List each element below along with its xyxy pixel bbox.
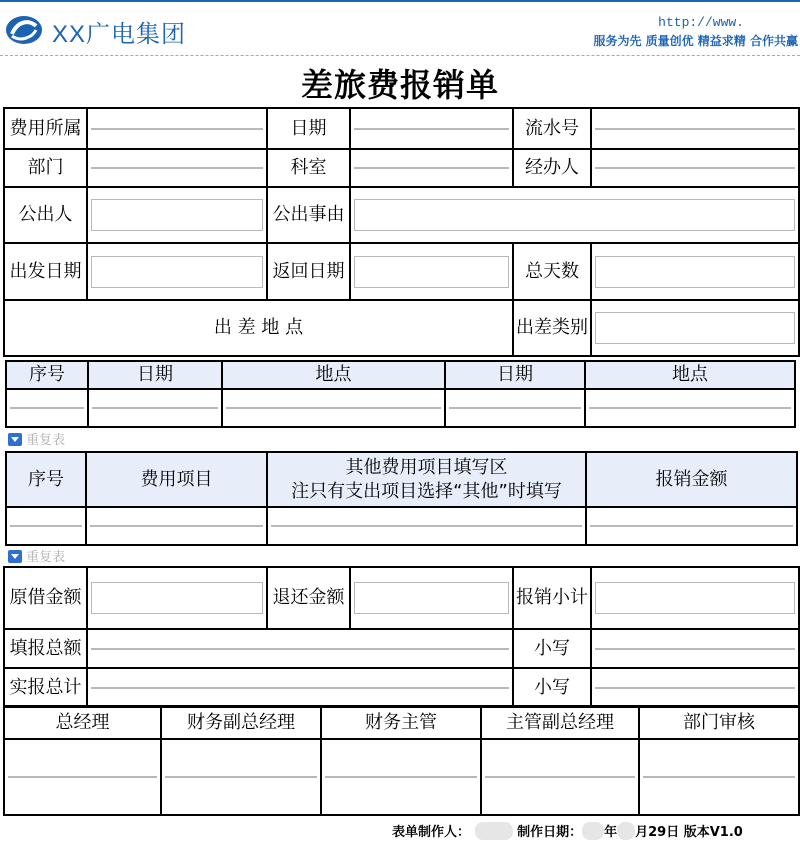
label-date: 日期 — [267, 108, 350, 149]
label-depart-date: 出发日期 — [4, 243, 87, 300]
date-label: 制作日期： — [517, 825, 583, 840]
repeat-table-control-2[interactable] — [8, 546, 65, 565]
other-header-hint: 注只有支出项目选择“其他”时填写 — [291, 480, 562, 502]
other-header-note — [267, 452, 586, 507]
table-row — [6, 507, 797, 545]
header-top-rule — [0, 0, 800, 2]
maker-label: 表单制作人： — [392, 825, 471, 840]
approval-finance-manager-input[interactable] — [325, 776, 477, 778]
other-amount-input[interactable] — [590, 525, 793, 527]
approval-vp-input[interactable] — [485, 776, 635, 778]
reason-input[interactable] — [354, 199, 795, 231]
company-logo-icon — [4, 14, 44, 46]
label-lowercase: 小写 — [513, 629, 591, 668]
approval-finance-vp: 财务副总经理 — [161, 706, 321, 739]
label-category: 出差类别 — [513, 300, 591, 356]
approval-department-input[interactable] — [643, 776, 795, 778]
trip-header-place-2: 地点 — [585, 361, 795, 389]
maker-redacted — [475, 822, 513, 840]
trip-header-date-2: 日期 — [445, 361, 585, 389]
label-total-days: 总天数 — [513, 243, 591, 300]
repeat-label: 重复表 — [26, 433, 66, 448]
other-header-no: 序号 — [6, 452, 86, 507]
dropdown-icon[interactable] — [8, 433, 22, 446]
label-lowercase-2: 小写 — [513, 668, 591, 707]
header-url: http://www. — [658, 15, 744, 30]
subtotal-input[interactable] — [595, 582, 795, 614]
other-header-item: 费用项目 — [86, 452, 267, 507]
section-input[interactable] — [354, 167, 509, 169]
other-header-amount: 报销金额 — [586, 452, 797, 507]
category-input[interactable] — [595, 312, 795, 344]
department-input[interactable] — [91, 167, 263, 169]
label-section: 科室 — [267, 149, 350, 187]
trip-header-date: 日期 — [88, 361, 222, 389]
repeat-table-control[interactable] — [8, 429, 65, 448]
label-traveler: 公出人 — [4, 187, 87, 243]
actual-total-input[interactable] — [91, 687, 509, 689]
approval-department: 部门审核 — [639, 706, 799, 739]
other-expense-table — [5, 451, 798, 546]
fill-total-input[interactable] — [91, 648, 509, 650]
approval-finance-manager: 财务主管 — [321, 706, 481, 739]
returned-input[interactable] — [354, 582, 509, 614]
label-borrowed: 原借金额 — [4, 567, 87, 629]
label-department: 部门 — [4, 149, 87, 187]
label-handler: 经办人 — [513, 149, 591, 187]
traveler-input[interactable] — [91, 199, 263, 231]
label-expense-owner: 费用所属 — [4, 108, 87, 149]
label-returned: 退还金额 — [267, 567, 350, 629]
return-date-input[interactable] — [354, 256, 509, 288]
approval-table — [3, 705, 800, 816]
header-divider — [0, 55, 800, 56]
trip-header-place: 地点 — [222, 361, 445, 389]
label-return-date: 返回日期 — [267, 243, 350, 300]
trip-place-2-input[interactable] — [589, 407, 791, 409]
lowercase-input[interactable] — [595, 648, 795, 650]
company-name: XX广电集团 — [52, 21, 187, 48]
date-day: 月29日 — [635, 825, 680, 840]
handler-input[interactable] — [595, 167, 795, 169]
date-redacted — [582, 822, 604, 840]
depart-date-input[interactable] — [91, 256, 263, 288]
table-row — [6, 389, 795, 427]
date-tail: 年 — [604, 825, 618, 840]
summary-table — [3, 566, 800, 708]
label-reason: 公出事由 — [267, 187, 350, 243]
trip-date-input[interactable] — [92, 407, 218, 409]
label-location: 出 差 地 点 — [4, 300, 513, 356]
trip-place-input[interactable] — [226, 407, 441, 409]
trip-date-2-input[interactable] — [449, 407, 581, 409]
other-no-input[interactable] — [10, 525, 82, 527]
serial-no-input[interactable] — [595, 128, 795, 130]
lowercase-2-input[interactable] — [595, 687, 795, 689]
dropdown-icon[interactable] — [8, 550, 22, 563]
other-note-input[interactable] — [271, 525, 582, 527]
basic-info-table — [3, 107, 800, 357]
form-footer — [392, 821, 743, 840]
trip-table — [5, 360, 796, 428]
label-fill-total: 填报总额 — [4, 629, 87, 668]
label-subtotal: 报销小计 — [513, 567, 591, 629]
other-header-title: 其他费用项目填写区 — [345, 456, 508, 478]
label-serial-no: 流水号 — [513, 108, 591, 149]
trip-no-input[interactable] — [10, 407, 84, 409]
month-redacted — [617, 822, 635, 840]
repeat-label-2: 重复表 — [26, 550, 66, 565]
total-days-input[interactable] — [595, 256, 795, 288]
expense-owner-input[interactable] — [91, 128, 263, 130]
approval-ceo: 总经理 — [4, 706, 161, 739]
form-title: 差旅费报销单 — [300, 66, 499, 104]
approval-finance-vp-input[interactable] — [165, 776, 317, 778]
approval-vp: 主管副总经理 — [481, 706, 639, 739]
approval-ceo-input[interactable] — [8, 776, 157, 778]
date-input[interactable] — [354, 128, 509, 130]
trip-header-no: 序号 — [6, 361, 88, 389]
other-item-input[interactable] — [90, 525, 263, 527]
borrowed-input[interactable] — [91, 582, 263, 614]
label-actual-total: 实报总计 — [4, 668, 87, 707]
version-label: 版本V1.0 — [683, 825, 743, 840]
header-slogan: 服务为先 质量创优 精益求精 合作共赢 — [593, 34, 798, 48]
page-header — [0, 0, 800, 56]
